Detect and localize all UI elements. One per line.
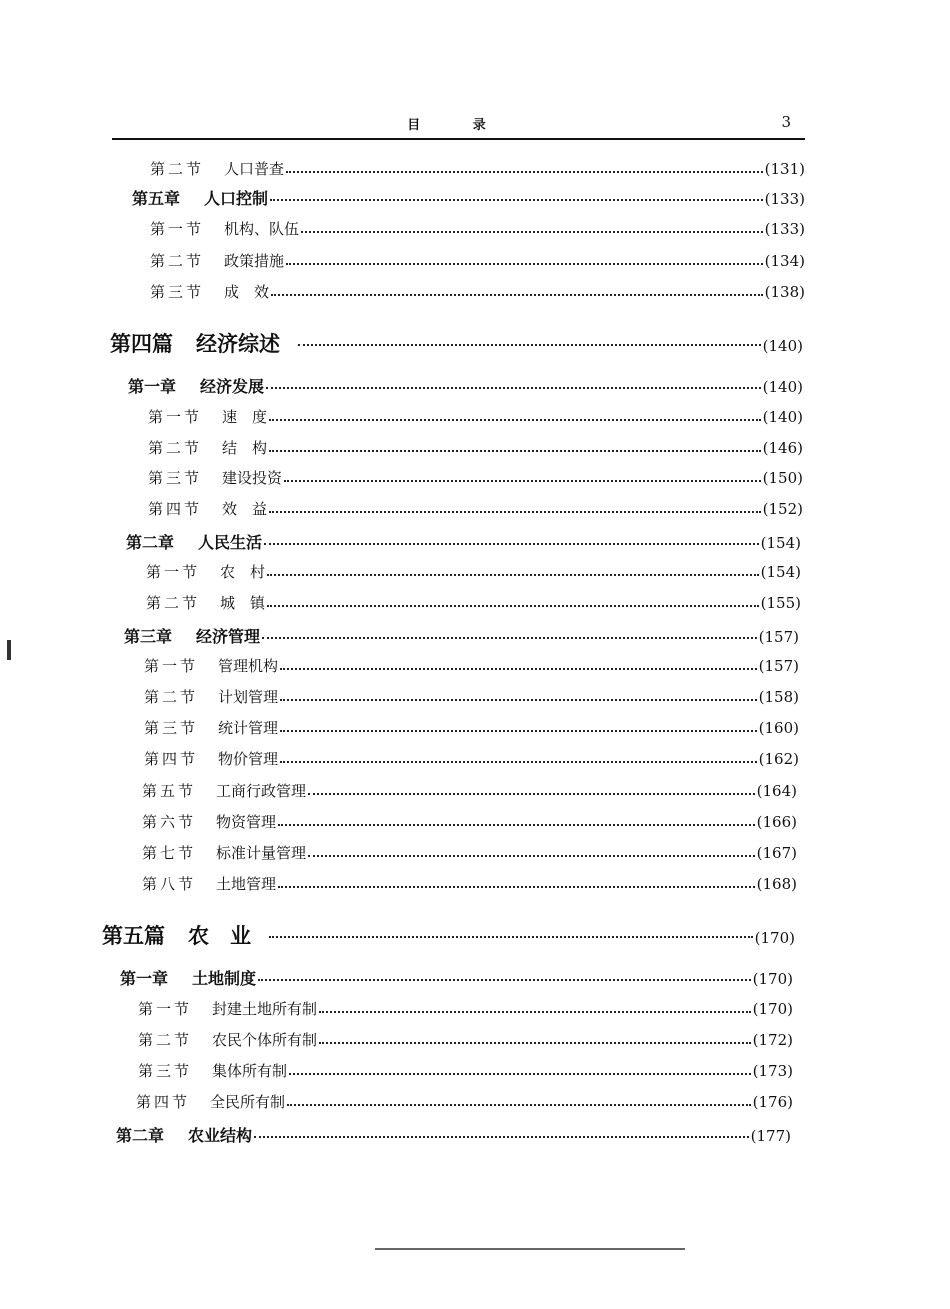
toc-entry-title: 成 效 bbox=[224, 283, 270, 301]
dot-leader bbox=[254, 1136, 749, 1138]
dot-leader bbox=[269, 936, 753, 938]
toc-chapter-entry bbox=[128, 374, 803, 398]
toc-entry-label bbox=[144, 748, 278, 769]
toc-entry-label bbox=[124, 624, 260, 647]
toc-section-entry bbox=[136, 1091, 793, 1115]
toc-entry-title: 机构、队伍 bbox=[224, 220, 300, 238]
toc-page-number: (150) bbox=[762, 469, 803, 487]
page-header bbox=[112, 110, 805, 140]
toc-section-entry bbox=[138, 1060, 793, 1084]
toc-page-number: (154) bbox=[760, 534, 801, 552]
toc-entry-number: 第三节 bbox=[150, 283, 205, 301]
toc-chapter-entry bbox=[120, 966, 793, 990]
toc-page-number: (154) bbox=[760, 563, 801, 581]
toc-page-number: (172) bbox=[752, 1031, 793, 1049]
toc-section-entry bbox=[146, 592, 801, 616]
dot-leader bbox=[308, 855, 755, 857]
toc-entry-title: 农 村 bbox=[220, 563, 266, 581]
toc-entry-title: 计划管理 bbox=[218, 688, 279, 706]
toc-chapter-entry bbox=[132, 186, 805, 210]
toc-entry-number: 第三节 bbox=[148, 469, 203, 487]
toc-section-entry bbox=[148, 467, 803, 491]
toc-entry-number: 第二章 bbox=[126, 533, 175, 552]
dot-leader bbox=[286, 263, 763, 265]
toc-entry-label bbox=[142, 842, 306, 863]
dot-leader bbox=[286, 171, 763, 173]
toc-page-number: (157) bbox=[758, 657, 799, 675]
toc-entry-title: 封建土地所有制 bbox=[212, 1000, 318, 1018]
toc-page-number: (166) bbox=[756, 813, 797, 831]
toc-page-number: (160) bbox=[758, 719, 799, 737]
toc-entry-title: 统计管理 bbox=[218, 719, 279, 737]
toc-entry-label bbox=[144, 686, 278, 707]
toc-chapter-entry bbox=[126, 530, 801, 554]
toc-entry-title: 经济管理 bbox=[196, 627, 261, 646]
toc-entry-title: 物资管理 bbox=[216, 813, 277, 831]
dot-leader bbox=[280, 730, 757, 732]
scan-line bbox=[375, 1248, 685, 1250]
toc-entry-number: 第一节 bbox=[138, 1000, 193, 1018]
toc-entry-number: 第四节 bbox=[144, 750, 199, 768]
toc-section-entry bbox=[142, 780, 797, 804]
toc-chapter-entry bbox=[124, 624, 799, 648]
dot-leader bbox=[284, 480, 761, 482]
toc-page-number: (155) bbox=[760, 594, 801, 612]
toc-entry-title: 农 业 bbox=[188, 924, 251, 948]
dot-leader bbox=[270, 199, 763, 201]
toc-entry-title: 建设投资 bbox=[222, 469, 283, 487]
toc-entry-number: 第一节 bbox=[150, 220, 205, 238]
dot-leader bbox=[267, 574, 759, 576]
dot-leader bbox=[287, 1104, 751, 1106]
header-title: 目 录 bbox=[407, 118, 510, 133]
toc-page-number: (133) bbox=[764, 220, 805, 238]
toc-entry-title: 城 镇 bbox=[220, 594, 266, 612]
toc-entry-number: 第二节 bbox=[146, 594, 201, 612]
toc-entry-label bbox=[102, 920, 251, 950]
toc-section-entry bbox=[146, 561, 801, 585]
dot-leader bbox=[289, 1073, 751, 1075]
toc-page-number: (146) bbox=[762, 439, 803, 457]
toc-entry-number: 第八节 bbox=[142, 875, 197, 893]
toc-entry-number: 第四节 bbox=[136, 1093, 191, 1111]
toc-entry-label bbox=[148, 437, 267, 458]
toc-entry-title: 结 构 bbox=[222, 439, 268, 457]
toc-page-number: (152) bbox=[762, 500, 803, 518]
toc-page-number: (133) bbox=[764, 190, 805, 208]
toc-entry-label bbox=[144, 717, 278, 738]
toc-entry-number: 第二节 bbox=[150, 252, 205, 270]
toc-entry-label bbox=[144, 655, 278, 676]
toc-entry-label bbox=[138, 1060, 287, 1081]
toc-entry-label bbox=[116, 1123, 252, 1146]
toc-page-number: (177) bbox=[750, 1127, 791, 1145]
dot-leader bbox=[319, 1042, 751, 1044]
dot-leader bbox=[278, 824, 755, 826]
toc-entry-label bbox=[142, 780, 306, 801]
dot-leader bbox=[298, 344, 761, 346]
toc-page-number: (131) bbox=[764, 160, 805, 178]
toc-entry-label bbox=[142, 873, 276, 894]
toc-entry-number: 第五章 bbox=[132, 189, 181, 208]
toc-entry-label bbox=[150, 218, 299, 239]
toc-page-number: (140) bbox=[762, 378, 803, 396]
toc-entry-number: 第一章 bbox=[120, 969, 169, 988]
toc-entry-number: 第二节 bbox=[148, 439, 203, 457]
toc-part-entry bbox=[110, 328, 803, 358]
toc-entry-number: 第三节 bbox=[144, 719, 199, 737]
toc-entry-title: 经济发展 bbox=[200, 377, 265, 396]
dot-leader bbox=[262, 637, 757, 639]
toc-entry-title: 人口普查 bbox=[224, 160, 285, 178]
toc-page-number: (170) bbox=[754, 929, 795, 947]
toc-page-number: (170) bbox=[752, 1000, 793, 1018]
dot-leader bbox=[269, 450, 761, 452]
toc-page-number: (176) bbox=[752, 1093, 793, 1111]
dot-leader bbox=[280, 668, 757, 670]
dot-leader bbox=[301, 231, 763, 233]
toc-section-entry bbox=[148, 437, 803, 461]
toc-part-entry bbox=[102, 920, 795, 950]
toc-section-entry bbox=[142, 811, 797, 835]
toc-section-entry bbox=[148, 498, 803, 522]
toc-entry-number: 第五篇 bbox=[102, 924, 165, 948]
toc-page-number: (162) bbox=[758, 750, 799, 768]
dot-leader bbox=[267, 605, 759, 607]
header-page-number: 3 bbox=[781, 113, 791, 131]
toc-page-number: (134) bbox=[764, 252, 805, 270]
toc-entry-title: 农业结构 bbox=[188, 1126, 253, 1145]
toc-entry-title: 标准计量管理 bbox=[216, 844, 307, 862]
toc-section-entry bbox=[142, 842, 797, 866]
toc-section-entry bbox=[144, 655, 799, 679]
toc-section-entry bbox=[144, 686, 799, 710]
toc-entry-title: 全民所有制 bbox=[210, 1093, 286, 1111]
toc-page-number: (158) bbox=[758, 688, 799, 706]
toc-section-entry bbox=[138, 998, 793, 1022]
toc-page-number: (164) bbox=[756, 782, 797, 800]
toc-section-entry bbox=[150, 158, 805, 182]
toc-entry-label bbox=[142, 811, 276, 832]
toc-entry-title: 效 益 bbox=[222, 500, 268, 518]
toc-section-entry bbox=[150, 218, 805, 242]
toc-entry-title: 人民生活 bbox=[198, 533, 263, 552]
toc-entry-number: 第六节 bbox=[142, 813, 197, 831]
toc-entry-number: 第二节 bbox=[138, 1031, 193, 1049]
toc-entry-number: 第二节 bbox=[150, 160, 205, 178]
toc-entry-label bbox=[150, 158, 284, 179]
toc-entry-label bbox=[150, 281, 269, 302]
toc-entry-title: 土地制度 bbox=[192, 969, 257, 988]
toc-entry-label bbox=[126, 530, 262, 553]
dot-leader bbox=[266, 387, 761, 389]
toc-section-entry bbox=[142, 873, 797, 897]
dot-leader bbox=[264, 543, 759, 545]
dot-leader bbox=[271, 294, 763, 296]
toc-section-entry bbox=[150, 281, 805, 305]
toc-section-entry bbox=[144, 748, 799, 772]
dot-leader bbox=[278, 886, 755, 888]
toc-entry-label bbox=[120, 966, 256, 989]
toc-entry-title: 物价管理 bbox=[218, 750, 279, 768]
toc-section-entry bbox=[144, 717, 799, 741]
dot-leader bbox=[308, 793, 755, 795]
toc-page-number: (140) bbox=[762, 408, 803, 426]
toc-entry-label bbox=[128, 374, 264, 397]
toc-entry-label bbox=[132, 186, 268, 209]
toc-entry-number: 第一章 bbox=[128, 377, 177, 396]
toc-entry-number: 第一节 bbox=[146, 563, 201, 581]
toc-entry-title: 农民个体所有制 bbox=[212, 1031, 318, 1049]
toc-chapter-entry bbox=[116, 1123, 791, 1147]
toc-entry-title: 管理机构 bbox=[218, 657, 279, 675]
toc-page-number: (168) bbox=[756, 875, 797, 893]
toc-section-entry bbox=[138, 1029, 793, 1053]
toc-entry-number: 第四节 bbox=[148, 500, 203, 518]
toc-entry-label bbox=[110, 328, 280, 358]
toc-page-number: (170) bbox=[752, 970, 793, 988]
toc-entry-label bbox=[148, 498, 267, 519]
toc-entry-label bbox=[148, 467, 282, 488]
toc-entry-label bbox=[146, 561, 265, 582]
toc-page-number: (173) bbox=[752, 1062, 793, 1080]
toc-entry-number: 第二节 bbox=[144, 688, 199, 706]
dot-leader bbox=[269, 419, 761, 421]
dot-leader bbox=[280, 699, 757, 701]
dot-leader bbox=[269, 511, 761, 513]
toc-page-number: (167) bbox=[756, 844, 797, 862]
toc-entry-label bbox=[146, 592, 265, 613]
toc-entry-number: 第三章 bbox=[124, 627, 173, 646]
toc-entry-number: 第一节 bbox=[144, 657, 199, 675]
dot-leader bbox=[280, 761, 757, 763]
toc-page-number: (138) bbox=[764, 283, 805, 301]
toc-entry-title: 集体所有制 bbox=[212, 1062, 288, 1080]
toc-page-number: (140) bbox=[762, 337, 803, 355]
toc-entry-title: 人口控制 bbox=[204, 189, 269, 208]
toc-section-entry bbox=[150, 250, 805, 274]
toc-entry-label bbox=[148, 406, 267, 427]
toc-entry-number: 第四篇 bbox=[110, 332, 173, 356]
scan-mark bbox=[7, 640, 11, 660]
toc-entry-number: 第一节 bbox=[148, 408, 203, 426]
toc-entry-label bbox=[150, 250, 284, 271]
toc-entry-label bbox=[138, 1029, 317, 1050]
toc-entry-number: 第五节 bbox=[142, 782, 197, 800]
toc-page-number: (157) bbox=[758, 628, 799, 646]
toc-entry-title: 政策措施 bbox=[224, 252, 285, 270]
toc-section-entry bbox=[148, 406, 803, 430]
toc-entry-number: 第七节 bbox=[142, 844, 197, 862]
toc-entry-label bbox=[138, 998, 317, 1019]
dot-leader bbox=[258, 979, 751, 981]
toc-entry-title: 工商行政管理 bbox=[216, 782, 307, 800]
toc-entry-number: 第二章 bbox=[116, 1126, 165, 1145]
toc-entry-title: 速 度 bbox=[222, 408, 268, 426]
toc-entry-title: 土地管理 bbox=[216, 875, 277, 893]
dot-leader bbox=[319, 1011, 751, 1013]
toc-entry-number: 第三节 bbox=[138, 1062, 193, 1080]
toc-entry-title: 经济综述 bbox=[196, 332, 280, 356]
toc-entry-label bbox=[136, 1091, 285, 1112]
